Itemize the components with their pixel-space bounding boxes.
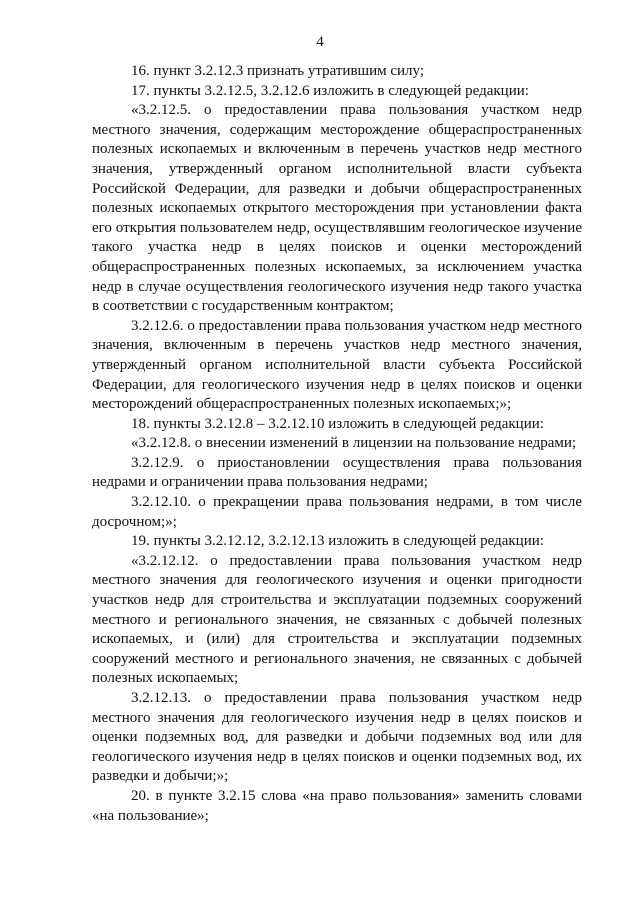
paragraph-16: 16. пункт 3.2.12.3 признать утратившим силу;	[131, 63, 425, 79]
clause-3-2-12-9: 3.2.12.9. о приостановлении осуществления права пользования недрами и ограничении права пользования недрами;	[92, 454, 582, 491]
clause-3-2-12-6: 3.2.12.6. о предоставлении права пользования участком недр местного значения, включенным в перечень участков недр местного значения, утвержденный органом исполнительной власти субъекта Российской Федерации, для геологического изучения недр в целях поисков и оценки месторождений общераспространенных полезных ископаемых;»;	[92, 317, 582, 413]
document-body	[92, 62, 582, 826]
clause-3-2-12-13: 3.2.12.13. о предоставлении права пользования участком недр местного значения для геологического изучения недр в целях поисков и оценки подземных вод, для разведки и добычи подземных вод или для геологического изучения недр в целях поисков и оценки подземных вод, их разведки и добычи;»;	[92, 690, 582, 785]
paragraph-17: 17. пункты 3.2.12.5, 3.2.12.6 изложить в следующей редакции:	[131, 82, 529, 99]
page-number: 4	[316, 34, 324, 50]
paragraph-19: 19. пункты 3.2.12.12, 3.2.12.13 изложить в следующей редакции:	[131, 533, 544, 550]
clause-3-2-12-8: «3.2.12.8. о внесении изменений в лицензии на пользование недрами;	[131, 435, 577, 452]
clause-3-2-12-10: 3.2.12.10. о прекращении права пользования недрами, в том числе досрочном;»;	[92, 494, 582, 530]
paragraph-18: 18. пункты 3.2.12.8 – 3.2.12.10 изложить в следующей редакции:	[131, 415, 544, 432]
clause-3-2-12-5: «3.2.12.5. о предоставлении права пользования участком недр местного значения, содержащим месторождение общераспространенных полезных ископаемых и включенным в перечень участков недр местного значения, утвержденный органом исполнительной власти субъекта Российской Федерации, для разведки и добычи общераспространенных полезных ископаемых открытого месторождения при установлении факта его открытия пользователем недр, осуществлявшим геологическое изучение такого участка недр в целях поисков и оценки месторождений общераспространенных полезных ископаемых, за исключением участка недр в случае осуществления геологического изучения недр такого участка в соответствии с государственным контрактом;	[92, 102, 582, 315]
clause-3-2-12-12: «3.2.12.12. о предоставлении права пользования участком недр местного значения для геологического изучения и оценки пригодности участков недр для строительства и эксплуатации подземных сооружений местного и регионального значения, не связанных с добычей полезных ископаемых, и (или) для строительства и эксплуатации подземных сооружений местного и регионального значения, не связанных с добычей полезных ископаемых;	[92, 552, 582, 687]
paragraph-20: 20. в пункте 3.2.15 слова «на право пользования» заменить словами «на пользование»;	[92, 787, 582, 824]
